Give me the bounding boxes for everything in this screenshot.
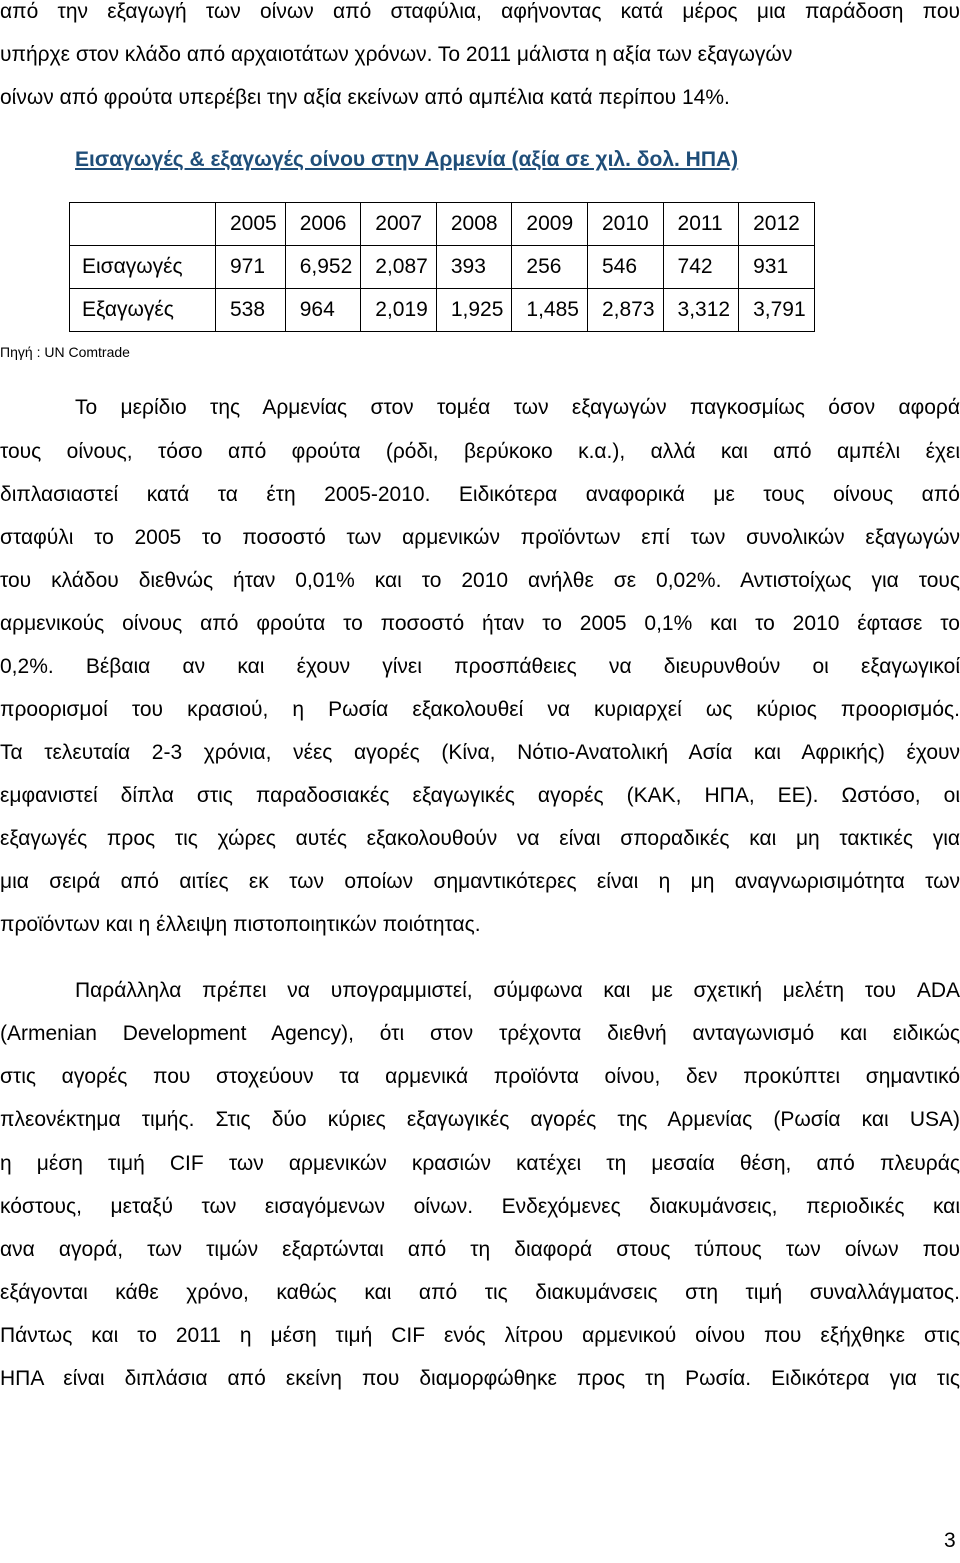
row-label: Εξαγωγές (70, 289, 216, 332)
paragraph-line: εμφανιστεί δίπλα στις παραδοσιακές εξαγωγικές αγορές (ΚΑΚ, ΗΠΑ, ΕΕ). Ωστόσο, οι (0, 784, 960, 807)
table-source: Πηγή : UN Comtrade (0, 344, 130, 360)
paragraph-line: προϊόντων και η έλλειψη πιστοποιητικών ποιότητας. (0, 913, 481, 936)
year-cell: 2011 (663, 203, 739, 246)
value-cell: 546 (587, 246, 663, 289)
value-cell: 1,925 (436, 289, 512, 332)
value-cell: 931 (739, 246, 815, 289)
value-cell: 393 (436, 246, 512, 289)
paragraph-line: στις αγορές που στοχεύουν τα αρμενικά προϊόντα οίνου, δεν προκύπτει σημαντικό (0, 1065, 960, 1088)
page-number: 3 (944, 1529, 956, 1552)
paragraph-line: σταφύλι το 2005 το ποσοστό των αρμενικών προϊόντων επί των συνολικών εξαγωγών (0, 526, 960, 549)
value-cell: 971 (216, 246, 286, 289)
paragraph-line: Τα τελευταία 2-3 χρόνια, νέες αγορές (Κίνα, Νότιο-Ανατολική Ασία και Αφρικής) έχουν (0, 741, 960, 764)
trade-table (69, 202, 815, 332)
paragraph-line: εξαγωγές προς τις χώρες αυτές εξακολουθούν να είναι σποραδικές και μη τακτικές για (0, 827, 960, 850)
intro-line: υπήρχε στον κλάδο από αρχαιοτάτων χρόνων. Το 2011 μάλιστα η αξία των εξαγωγών (0, 43, 793, 66)
value-cell: 3,312 (663, 289, 739, 332)
intro-line: οίνων από φρούτα υπερέβει την αξία εκείνων από αμπέλια κατά περίπου 14%. (0, 86, 730, 109)
value-cell: 2,087 (361, 246, 437, 289)
year-cell: 2007 (361, 203, 437, 246)
year-cell: 2006 (285, 203, 361, 246)
value-cell: 1,485 (512, 289, 588, 332)
value-cell: 3,791 (739, 289, 815, 332)
paragraph-line: εξάγονται κάθε χρόνο, καθώς και από τις διακυμάνσεις στη τιμή συναλλάγματος. (0, 1281, 960, 1304)
value-cell: 964 (285, 289, 361, 332)
paragraph-line: του κλάδου διεθνώς ήταν 0,01% και το 2010 ανήλθε σε 0,02%. Αντιστοίχως για τους (0, 569, 960, 592)
table-title: Εισαγωγές & εξαγωγές οίνου στην Αρμενία (αξία σε χιλ. δολ. ΗΠΑ) (75, 148, 739, 171)
paragraph-line: (Armenian Development Agency), ότι στον τρέχοντα διεθνή ανταγωνισμό και ειδικώς (0, 1022, 960, 1045)
year-cell: 2009 (512, 203, 588, 246)
paragraph-line: 0,2%. Βέβαια αν και έχουν γίνει προσπάθειες να διευρυνθούν οι εξαγωγικοί (0, 655, 960, 678)
paragraph-line: πλεονέκτημα τιμής. Στις δύο κύριες εξαγωγικές αγορές της Αρμενίας (Ρωσία και USA) (0, 1108, 960, 1131)
value-cell: 256 (512, 246, 588, 289)
row-label: Εισαγωγές (70, 246, 216, 289)
paragraph-line: η μέση τιμή CIF των αρμενικών κρασιών κατέχει τη μεσαία θέση, από πλευράς (0, 1152, 960, 1175)
year-cell: 2005 (216, 203, 286, 246)
year-cell: 2008 (436, 203, 512, 246)
table-row-imports (70, 246, 815, 289)
table-header-row (70, 203, 815, 246)
table-row-exports (70, 289, 815, 332)
value-cell: 6,952 (285, 246, 361, 289)
table-corner-cell (70, 203, 216, 246)
intro-line: από την εξαγωγή των οίνων από σταφύλια, αφήνοντας κατά μέρος μια παράδοση που (0, 0, 960, 23)
paragraph-line: προορισμοί του κρασιού, η Ρωσία εξακολουθεί να κυριαρχεί ως κύριος προορισμός. (0, 698, 960, 721)
paragraph-line: αρμενικούς οίνους από φρούτα το ποσοστό ήταν το 2005 0,1% και το 2010 έφτασε το (0, 612, 960, 635)
paragraph-line: διπλασιαστεί κατά τα έτη 2005-2010. Ειδικότερα αναφορικά με τους οίνους από (0, 483, 960, 506)
year-cell: 2010 (587, 203, 663, 246)
value-cell: 2,873 (587, 289, 663, 332)
paragraph-line: Πάντως και το 2011 η μέση τιμή CIF ενός λίτρου αρμενικού οίνου που εξήχθηκε στις (0, 1324, 960, 1347)
paragraph-line: μια σειρά από αιτίες εκ των οποίων σημαντικότερες είναι η μη αναγνωρισιμότητα των (0, 870, 960, 893)
paragraph-line: ΗΠΑ είναι διπλάσια από εκείνη που διαμορφώθηκε προς τη Ρωσία. Ειδικότερα για τις (0, 1367, 960, 1390)
paragraph-line: Το μερίδιο της Αρμενίας στον τομέα των εξαγωγών παγκοσμίως όσον αφορά (75, 396, 960, 419)
value-cell: 2,019 (361, 289, 437, 332)
value-cell: 742 (663, 246, 739, 289)
value-cell: 538 (216, 289, 286, 332)
paragraph-line: ανα αγορά, των τιμών εξαρτώνται από τη διαφορά στους τύπους των οίνων που (0, 1238, 960, 1261)
year-cell: 2012 (739, 203, 815, 246)
paragraph-line: Παράλληλα πρέπει να υπογραμμιστεί, σύμφωνα και με σχετική μελέτη του ADA (75, 979, 960, 1002)
paragraph-line: τους οίνους, τόσο από φρούτα (ρόδι, βερύκοκο κ.α.), αλλά και από αμπέλι έχει (0, 440, 960, 463)
paragraph-line: κόστους, μεταξύ των εισαγόμενων οίνων. Ενδεχόμενες διακυμάνσεις, περιοδικές και (0, 1195, 960, 1218)
